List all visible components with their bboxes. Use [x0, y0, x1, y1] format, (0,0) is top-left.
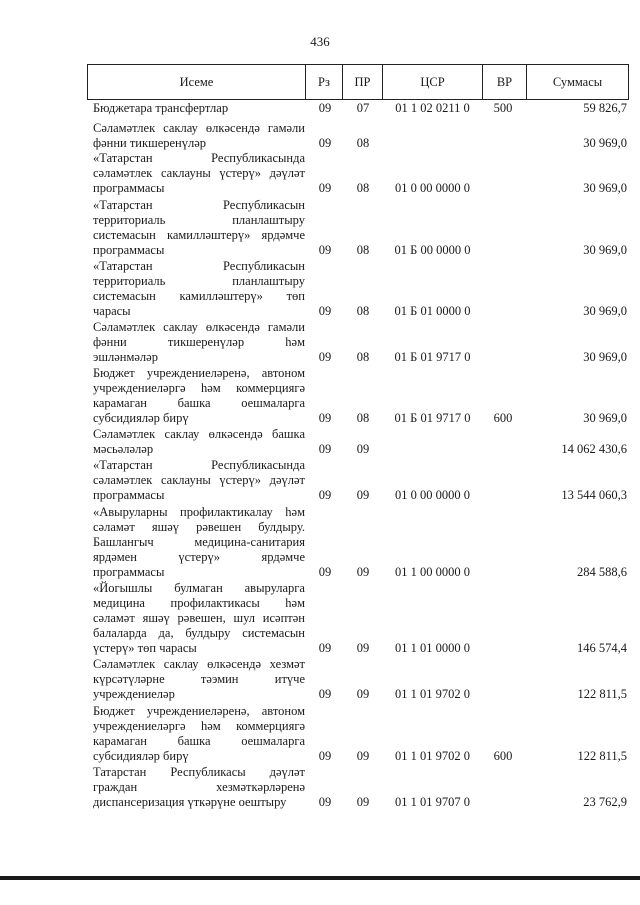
row-name-line: сәламәтлек саклауны үстерү» дәүләт: [93, 166, 305, 180]
row-name-line: чарасы: [93, 304, 131, 318]
row-csr: 01 0 00 0000 0: [395, 181, 470, 195]
row-csr: 01 Б 01 9717 0: [394, 411, 471, 425]
row-rz: 09: [318, 136, 332, 150]
row-sum: 284 588,6: [577, 565, 627, 579]
header-sum: Суммасы: [526, 65, 628, 99]
row-rz: 09: [318, 687, 332, 701]
row-rz: 09: [318, 641, 332, 655]
row-rz: 09: [318, 795, 332, 809]
row-csr: 01 Б 00 0000 0: [394, 243, 471, 257]
row-rz: 09: [318, 243, 332, 257]
row-rz: 09: [318, 181, 332, 195]
row-name-line: территориаль планлаштыру: [93, 213, 305, 227]
row-sum: 14 062 430,6: [561, 442, 627, 456]
row-rz: 09: [318, 304, 332, 318]
row-name-line: эшләнмәләр: [93, 350, 158, 364]
row-sum: 30 969,0: [583, 181, 627, 195]
row-csr: 01 1 01 9702 0: [395, 687, 470, 701]
row-name-line: «Татарстан Республикасында: [93, 151, 305, 165]
row-pr: 08: [356, 181, 370, 195]
row-name-line: «Йогышлы булмаган авыруларга: [93, 581, 305, 595]
row-name-line: «Татарстан Республикасын: [93, 198, 305, 212]
bottom-rule: [0, 876, 640, 880]
row-sum: 122 811,5: [577, 749, 627, 763]
row-csr: 01 1 02 0211 0: [395, 101, 470, 115]
row-pr: 07: [356, 101, 370, 115]
row-name-line: карамаган башка оешмаларга: [93, 734, 305, 748]
row-name: [93, 704, 305, 764]
row-name-line: сәламәт яшәү рәвешен булдыру.: [93, 520, 305, 534]
row-csr: 01 0 00 0000 0: [395, 488, 470, 502]
row-pr: 08: [356, 350, 370, 364]
row-name: [93, 101, 305, 116]
row-name-line: фәнни тикшеренүләр: [93, 136, 207, 150]
row-pr: 09: [356, 795, 370, 809]
row-name: [93, 366, 305, 426]
row-name-line: фәнни тикшеренүләр һәм: [93, 335, 305, 349]
row-name: [93, 121, 305, 151]
row-pr: 08: [356, 304, 370, 318]
row-csr: 01 1 00 0000 0: [395, 565, 470, 579]
row-name: [93, 151, 305, 196]
row-name-line: үстерү» төп чарасы: [93, 641, 197, 655]
row-name-line: Сәламәтлек саклау өлкәсендә хезмәт: [93, 657, 305, 671]
row-name: [93, 458, 305, 503]
row-rz: 09: [318, 749, 332, 763]
row-name-line: программасы: [93, 488, 165, 502]
row-name-line: мәсьәләләр: [93, 442, 154, 456]
row-name-line: Сәламәтлек саклау өлкәсендә гамәли: [93, 121, 305, 135]
header-name: Исеме: [179, 75, 214, 89]
row-vr: 600: [493, 749, 513, 763]
row-name: [93, 765, 305, 810]
row-sum: 30 969,0: [583, 136, 627, 150]
row-name-line: системасын камилләштерү» ярдәмче: [93, 228, 305, 242]
row-name-line: балаларда да, булдыру системасын: [93, 626, 305, 640]
row-rz: 09: [318, 442, 332, 456]
row-name-line: учреждениеләргә һәм коммерциягә: [93, 719, 305, 733]
row-name-line: программасы: [93, 565, 165, 579]
row-name: [93, 320, 305, 365]
row-name-line: системасын камилләштерү» төп: [93, 289, 305, 303]
row-name-line: күрсәтүләрне тәэмин итүче: [93, 672, 305, 686]
row-name-line: учреждениеләр: [93, 687, 175, 701]
row-name-line: «Татарстан Республикасын: [93, 259, 305, 273]
row-pr: 09: [356, 641, 370, 655]
header-rz: Рз: [305, 65, 342, 99]
row-csr: 01 1 01 9707 0: [395, 795, 470, 809]
row-name: [93, 427, 305, 457]
row-name-line: субсидияләр бирү: [93, 749, 189, 763]
row-csr: 01 1 01 9702 0: [395, 749, 470, 763]
header-csr: ЦСР: [382, 65, 482, 99]
row-sum: 30 969,0: [583, 350, 627, 364]
row-name: [93, 581, 305, 656]
row-vr: 500: [493, 101, 513, 115]
row-csr: 01 Б 01 0000 0: [394, 304, 471, 318]
row-name: [93, 657, 305, 702]
row-rz: 09: [318, 101, 332, 115]
row-sum: 30 969,0: [583, 411, 627, 425]
row-sum: 59 826,7: [583, 101, 627, 115]
row-rz: 09: [318, 411, 332, 425]
row-pr: 09: [356, 687, 370, 701]
row-name-line: программасы: [93, 181, 165, 195]
row-name: [93, 259, 305, 319]
row-name-line: диспансеризация үткәрүне оештыру: [93, 795, 287, 809]
row-sum: 13 544 060,3: [561, 488, 627, 502]
row-name: [93, 198, 305, 258]
row-pr: 08: [356, 411, 370, 425]
row-name-line: Бюджет учреждениеләренә, автоном: [93, 704, 305, 718]
row-name-line: Сәламәтлек саклау өлкәсендә гамәли: [93, 320, 305, 334]
row-name-line: карамаган башка оешмаларга: [93, 396, 305, 410]
row-sum: 23 762,9: [583, 795, 627, 809]
row-pr: 08: [356, 136, 370, 150]
row-sum: 122 811,5: [577, 687, 627, 701]
row-name-line: субсидияләр бирү: [93, 411, 189, 425]
row-name-line: учреждениеләргә һәм коммерциягә: [93, 381, 305, 395]
row-name-line: программасы: [93, 243, 165, 257]
header-pr: ПР: [342, 65, 382, 99]
row-name-line: ярдәмен үстерү» ярдәмче: [93, 550, 305, 564]
row-name: [93, 505, 305, 580]
row-pr: 09: [356, 442, 370, 456]
row-name-line: граждан хезмәткәрләренә: [93, 780, 305, 794]
row-name-line: «Татарстан Республикасында: [93, 458, 305, 472]
row-name-line: Бюджетара трансфертлар: [93, 101, 229, 115]
row-name-line: Бюджет учреждениеләренә, автоном: [93, 366, 305, 380]
row-rz: 09: [318, 488, 332, 502]
row-name-line: Башлангыч медицина-санитария: [93, 535, 305, 549]
row-csr: 01 1 01 0000 0: [395, 641, 470, 655]
row-sum: 30 969,0: [583, 304, 627, 318]
row-name-line: территориаль планлаштыру: [93, 274, 305, 288]
row-pr: 09: [356, 488, 370, 502]
row-name-line: Сәламәтлек саклау өлкәсендә башка: [93, 427, 305, 441]
row-name-line: сәламәтлек саклауны үстерү» дәүләт: [93, 473, 305, 487]
row-csr: 01 Б 01 9717 0: [394, 350, 471, 364]
row-pr: 09: [356, 565, 370, 579]
row-pr: 08: [356, 243, 370, 257]
row-pr: 09: [356, 749, 370, 763]
row-sum: 146 574,4: [577, 641, 627, 655]
row-name-line: Татарстан Республикасы дәүләт: [93, 765, 305, 779]
table-header: [87, 64, 629, 100]
page-number: 436: [310, 34, 330, 49]
row-vr: 600: [493, 411, 513, 425]
row-name-line: сәламәт яшәү рәвешен, шул исәптән: [93, 611, 305, 625]
row-rz: 09: [318, 350, 332, 364]
row-rz: 09: [318, 565, 332, 579]
row-sum: 30 969,0: [583, 243, 627, 257]
row-name-line: «Авыруларны профилактикалау һәм: [93, 505, 305, 519]
header-vr: ВР: [482, 65, 526, 99]
row-name-line: медицина профилактикасы һәм: [93, 596, 305, 610]
